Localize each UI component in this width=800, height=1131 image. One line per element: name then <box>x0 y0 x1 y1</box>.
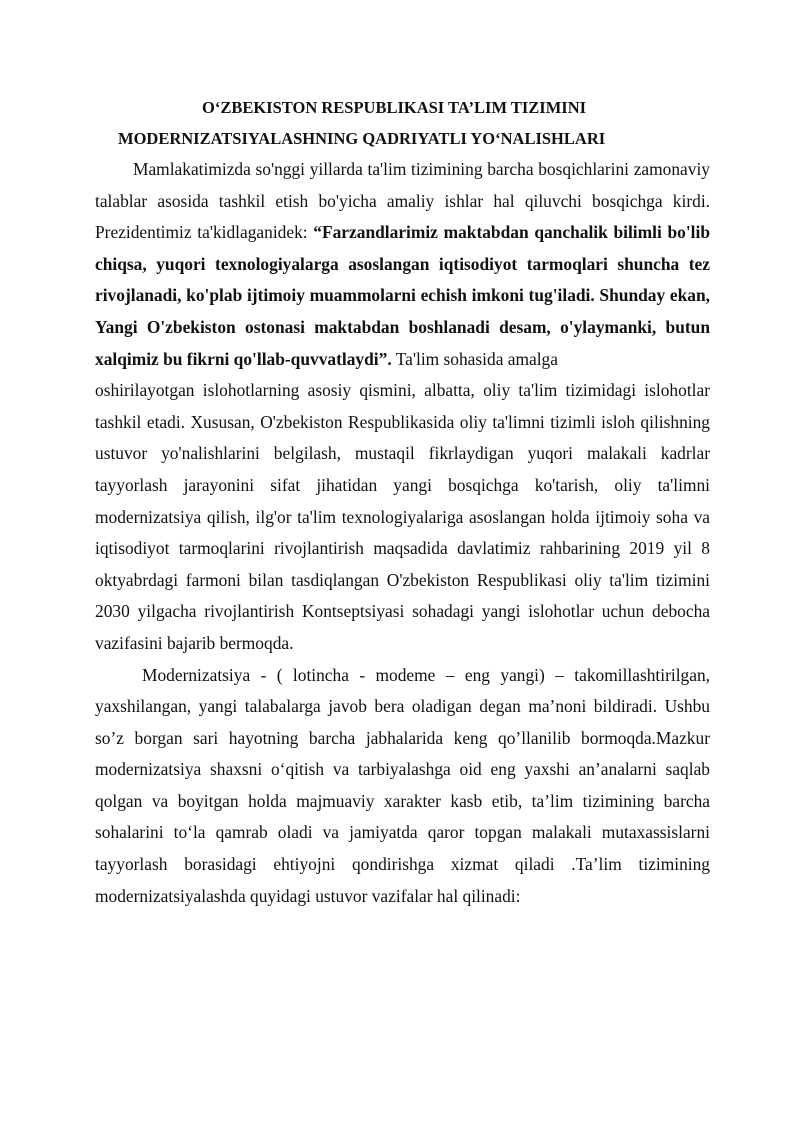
paragraph-intro-tail: Ta'lim sohasida amalga <box>391 348 558 369</box>
president-quote: “Farzandlarimiz maktabdan qanchalik bilimli bo'lib chiqsa, yuqori texnologiyalarga asoslangan iqtisodiyot tarmoqlari shuncha tez rivojlanadi, ko'plab ijtimoiy muammolarni echish imkoni tug'iladi. Shunday ekan, Yangi O'zbekiston ostonasi maktabdan boshlanadi desam, o'ylaymanki, butun xalqimiz bu fikrni qo'llab-quvvatlaydi”. <box>95 222 710 369</box>
title-line-2: MODERNIZATSIYALASHNING QADRIYATLI YO‘NALISHLARI <box>118 129 606 148</box>
document-page <box>95 92 710 912</box>
paragraph-modernization: Modernizatsiya - ( lotincha - modeme – eng yangi) – takomillashtirilgan, yaxshilangan, yangi talabalarga javob bera oladigan degan ma’noni bildiradi. Ushbu so’z borgan sari hayotning barcha jabhalarida keng qo’llanilib bormoqda.Mazkur modernizatsiya shaxsni o‘qitish va tarbiyalashga oid eng yaxshi an’analarni saqlab qolgan va boyitgan holda majmuaviy xarakter kasb etib, ta’lim tizimining barcha sohalarini to‘la qamrab oladi va jamiyatda qaror topgan malakali mutaxassislarni tayyorlash borasidagi ehtiyojni qondirishga xizmat qiladi .Ta’lim tizimining modernizatsiyalashda quyidagi ustuvor vazifalar hal qilinadi: <box>95 664 710 906</box>
paragraph-intro-text: Mamlakatimizda so'nggi yillarda ta'lim tizimining barcha bosqichlarini zamonaviy talablar asosida tashkil etish bo'yicha amaliy ishlar hal qiluvchi bosqichga kirdi. Prezidentimiz ta'kidlaganidek: <box>95 159 710 243</box>
document-title <box>95 92 710 154</box>
title-line-1: O‘ZBEKISTON RESPUBLIKASI TA’LIM TIZIMINI <box>202 98 587 117</box>
paragraph-intro <box>95 154 710 375</box>
paragraph-reforms: oshirilayotgan islohotlarning asosiy qismini, albatta, oliy ta'lim tizimidagi islohotlar tashkil etadi. Xususan, O'zbekiston Respublikasida oliy ta'limni tizimli isloh qilishning ustuvor yo'nalishlarini belgilash, mustaqil fikrlaydigan yuqori malakali kadrlar tayyorlash jarayonini sifat jihatidan yangi bosqichga ko'tarish, oliy ta'limni modernizatsiya qilish, ilg'or ta'lim texnologiyalariga asoslangan holda ijtimoiy soha va iqtisodiyot tarmoqlarini rivojlantirish maqsadida davlatimiz rahbarining 2019 yil 8 oktyabrdagi farmoni bilan tasdiqlangan O'zbekiston Respublikasi oliy ta'lim tizimini 2030 yilgacha rivojlantirish Kontseptsiyasi sohadagi yangi islohotlar uchun debocha vazifasini bajarib bermoqda. <box>95 380 710 653</box>
